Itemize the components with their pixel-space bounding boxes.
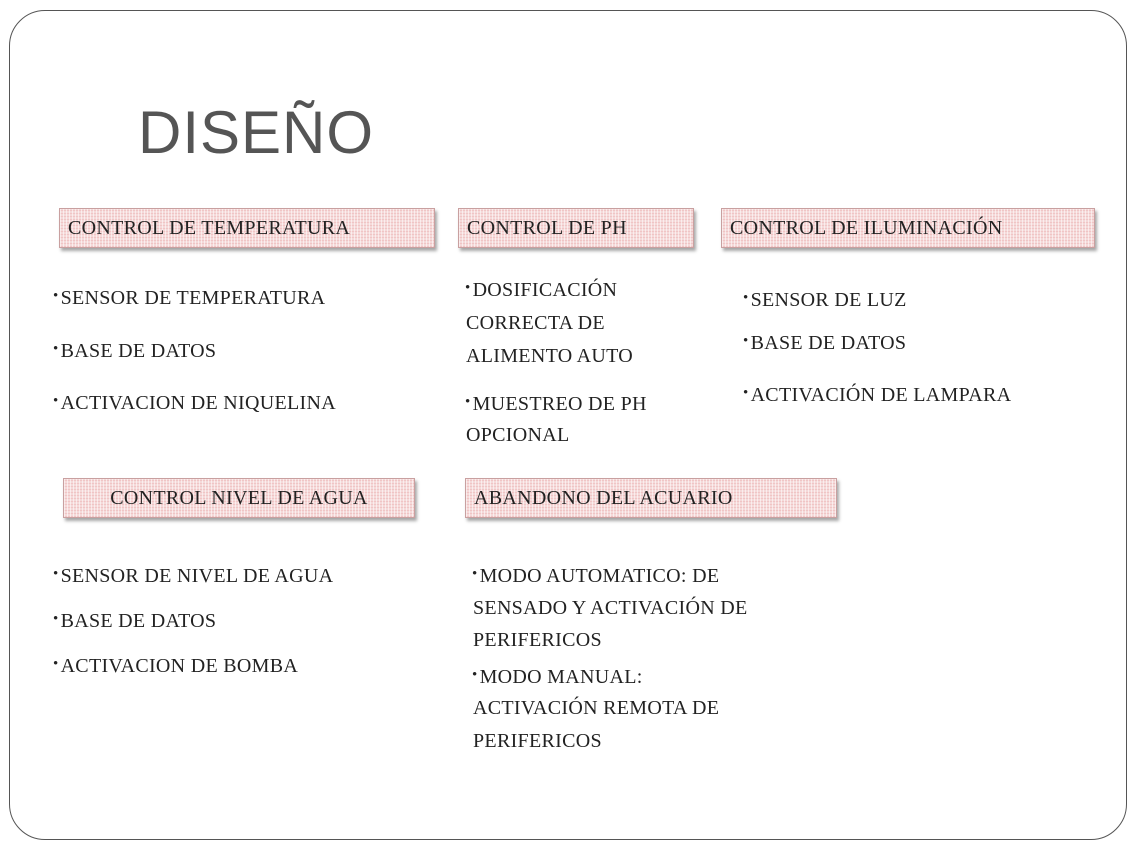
list-item: • ACTIVACION DE NIQUELINA: [53, 392, 336, 414]
bullet-icon: •: [465, 394, 471, 410]
bullet-icon: •: [53, 566, 59, 582]
list-item: CORRECTA DE: [466, 312, 605, 334]
header-control-nivel-agua: CONTROL NIVEL DE AGUA: [63, 478, 415, 518]
list-item: SENSADO Y ACTIVACIÓN DE: [473, 597, 748, 619]
header-control-iluminacion: CONTROL DE ILUMINACIÓN: [721, 208, 1095, 248]
bullet-icon: •: [53, 288, 59, 304]
list-item: OPCIONAL: [466, 424, 570, 446]
slide-title: DISEÑO: [138, 99, 375, 166]
header-control-ph: CONTROL DE PH: [458, 208, 694, 248]
bullet-icon: •: [465, 280, 471, 296]
list-item: • SENSOR DE TEMPERATURA: [53, 287, 326, 309]
bullet-icon: •: [472, 667, 478, 683]
bullet-icon: •: [743, 333, 749, 349]
bullet-icon: •: [53, 611, 59, 627]
list-item: ACTIVACIÓN REMOTA DE: [473, 697, 720, 719]
list-item: • MUESTREO DE PH: [465, 393, 647, 415]
list-item: • ACTIVACIÓN DE LAMPARA: [743, 384, 1012, 406]
list-item: PERIFERICOS: [473, 730, 602, 752]
bullet-icon: •: [743, 290, 749, 306]
list-item: • SENSOR DE LUZ: [743, 289, 907, 311]
list-item: • ACTIVACION DE BOMBA: [53, 655, 299, 677]
list-item: ALIMENTO AUTO: [466, 345, 634, 367]
list-item: • MODO AUTOMATICO: DE: [472, 565, 720, 587]
bullet-icon: •: [472, 566, 478, 582]
bullet-icon: •: [743, 385, 749, 401]
list-item: • MODO MANUAL:: [472, 666, 643, 688]
header-abandono-acuario: ABANDONO DEL ACUARIO: [465, 478, 837, 518]
list-item: • SENSOR DE NIVEL DE AGUA: [53, 565, 334, 587]
header-control-temperatura: CONTROL DE TEMPERATURA: [59, 208, 435, 248]
list-item: • BASE DE DATOS: [53, 340, 217, 362]
bullet-icon: •: [53, 656, 59, 672]
list-item: • BASE DE DATOS: [743, 332, 907, 354]
bullet-icon: •: [53, 393, 59, 409]
list-item: • BASE DE DATOS: [53, 610, 217, 632]
list-item: PERIFERICOS: [473, 629, 602, 651]
bullet-icon: •: [53, 341, 59, 357]
list-item: • DOSIFICACIÓN: [465, 279, 618, 301]
